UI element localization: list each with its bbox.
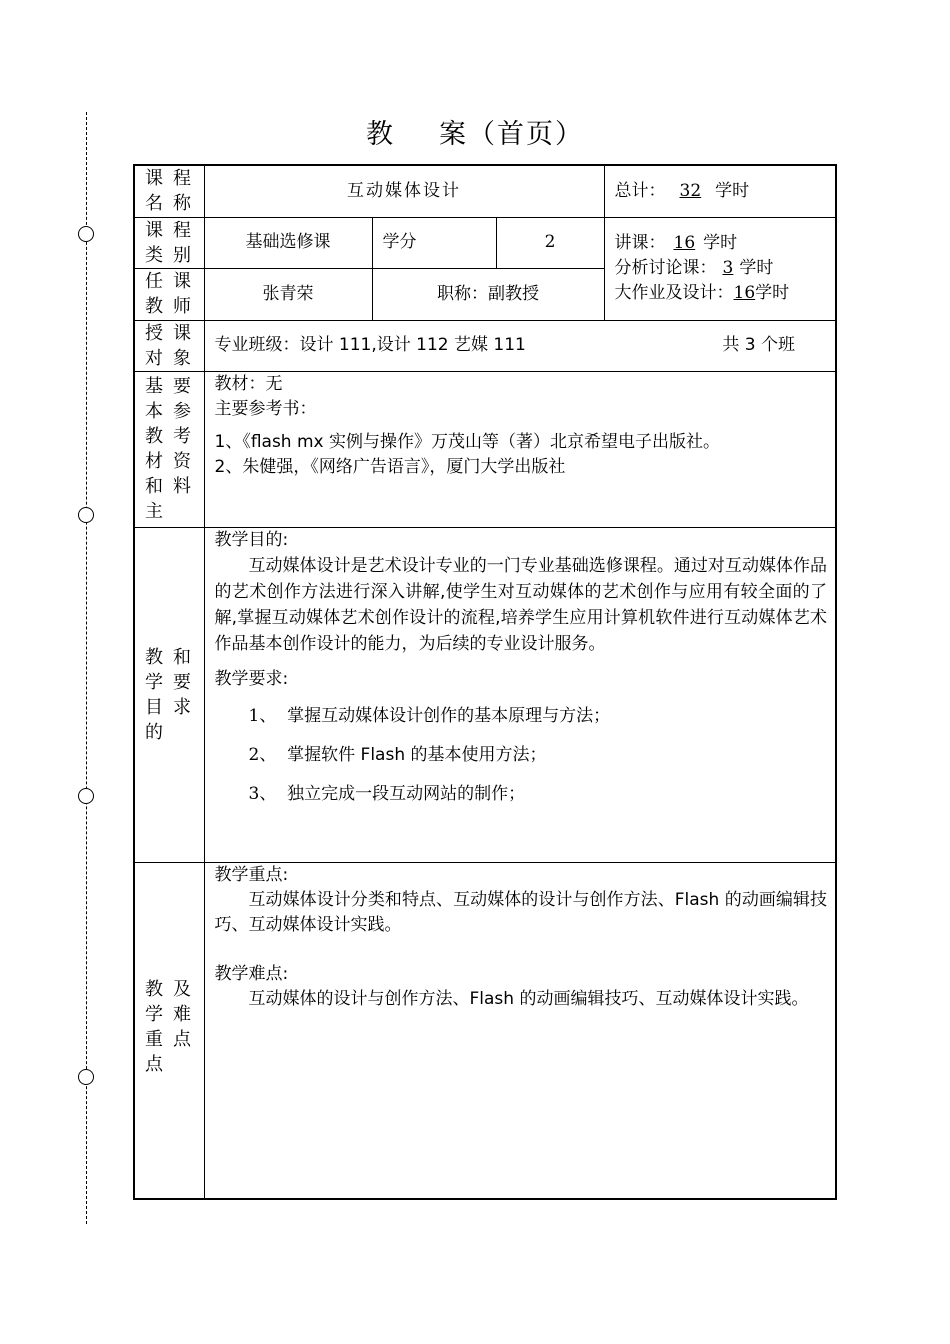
total-hours: [604, 165, 836, 217]
total-value: 32: [679, 180, 702, 201]
total-unit: 学时: [715, 180, 750, 201]
lecture-hours: 16: [673, 233, 696, 253]
materials-content: [204, 371, 836, 527]
key-points-content: [204, 862, 836, 1199]
binding-hole-2: [78, 507, 94, 523]
row-audience: [134, 320, 836, 371]
references-title: 主要参考书：: [214, 398, 317, 419]
row-course-name: [134, 165, 836, 217]
discussion-hours: 3: [722, 258, 734, 278]
course-type-value: 基础选修课: [204, 217, 372, 268]
binding-hole-1: [78, 226, 94, 242]
label-materials: 基 要 本 参 教 考 材 资 和 料 主: [134, 371, 204, 527]
label-key-points: 教 及 学 难 重 点 点: [134, 862, 204, 1199]
project-hours: 16: [733, 283, 756, 303]
difficulties-text: 互动媒体的设计与创作方法、Flash 的动画编辑技巧、互动媒体设计实践。: [248, 988, 809, 1009]
title-part-2: 案（首页）: [439, 119, 584, 150]
teacher-name: 张青荣: [204, 268, 372, 320]
reference-1: 1、《flash mx 实例与操作》万茂山等（著）北京希望电子出版社。: [214, 431, 720, 452]
audience-class-count: 共 3 个班: [722, 335, 796, 355]
binding-hole-3: [78, 788, 94, 804]
key-points-text: 互动媒体设计分类和特点、互动媒体的设计与创作方法、Flash 的动画编辑技巧、互动媒体设计实践。: [214, 889, 828, 935]
binding-dashed-line: [86, 112, 87, 1224]
label-teacher: 任 课 教 师: [134, 268, 204, 320]
difficulties-title: 教学难点:: [214, 963, 289, 984]
goal-title: 教学目的:: [214, 529, 289, 550]
label-audience: 授 课 对 象: [134, 320, 204, 371]
requirement-title: 教学要求:: [214, 668, 289, 689]
label-course-name: 课 程 名 称: [134, 165, 204, 217]
textbook: 教材：无: [214, 373, 283, 394]
credit-label: 学分: [372, 217, 496, 268]
objectives-content: [204, 527, 836, 862]
credit-value: 2: [496, 217, 604, 268]
reference-2: 2、朱健强，《网络广告语言》，厦门大学出版社: [214, 456, 566, 477]
row-key-points: [134, 862, 836, 1199]
page-title: [0, 112, 950, 151]
requirement-1: 1、 掌握互动媒体设计创作的基本原理与方法；: [248, 705, 611, 726]
course-name-value: 互动媒体设计: [204, 165, 604, 217]
title-part-1: 教: [366, 119, 395, 150]
key-points-title: 教学重点:: [214, 864, 289, 885]
hours-breakdown: 讲课： 16 学时 分析讨论课： 3 学时 大作业及设计：16学时: [604, 217, 836, 320]
row-course-type: [134, 217, 836, 268]
total-label: 总计：: [614, 180, 666, 201]
row-objectives: [134, 527, 836, 862]
requirement-2: 2、 掌握软件 Flash 的基本使用方法；: [248, 744, 547, 765]
lesson-plan-table: [133, 164, 837, 1200]
audience-cell: [204, 320, 836, 371]
requirement-3: 3、 独立完成一段互动网站的制作；: [248, 783, 526, 804]
label-course-type: 课 程 类 别: [134, 217, 204, 268]
audience-classes: 专业班级：设计 111,设计 112 艺媒 111: [214, 335, 526, 355]
teacher-rank: 职称：副教授: [372, 268, 604, 320]
label-objectives: 教 和 学 要 目 求 的: [134, 527, 204, 862]
goal-text: 互动媒体设计是艺术设计专业的一门专业基础选修课程。通过对互动媒体作品的艺术创作方法进行深入讲解,使学生对互动媒体的艺术创作与应用有较全面的了解,掌握互动媒体艺术创作设计的流程,培养学生应用计算机软件进行互动媒体艺术作品基本创作设计的能力，为后续的专业设计服务。: [214, 555, 828, 654]
row-materials: [134, 371, 836, 527]
binding-hole-4: [78, 1069, 94, 1085]
